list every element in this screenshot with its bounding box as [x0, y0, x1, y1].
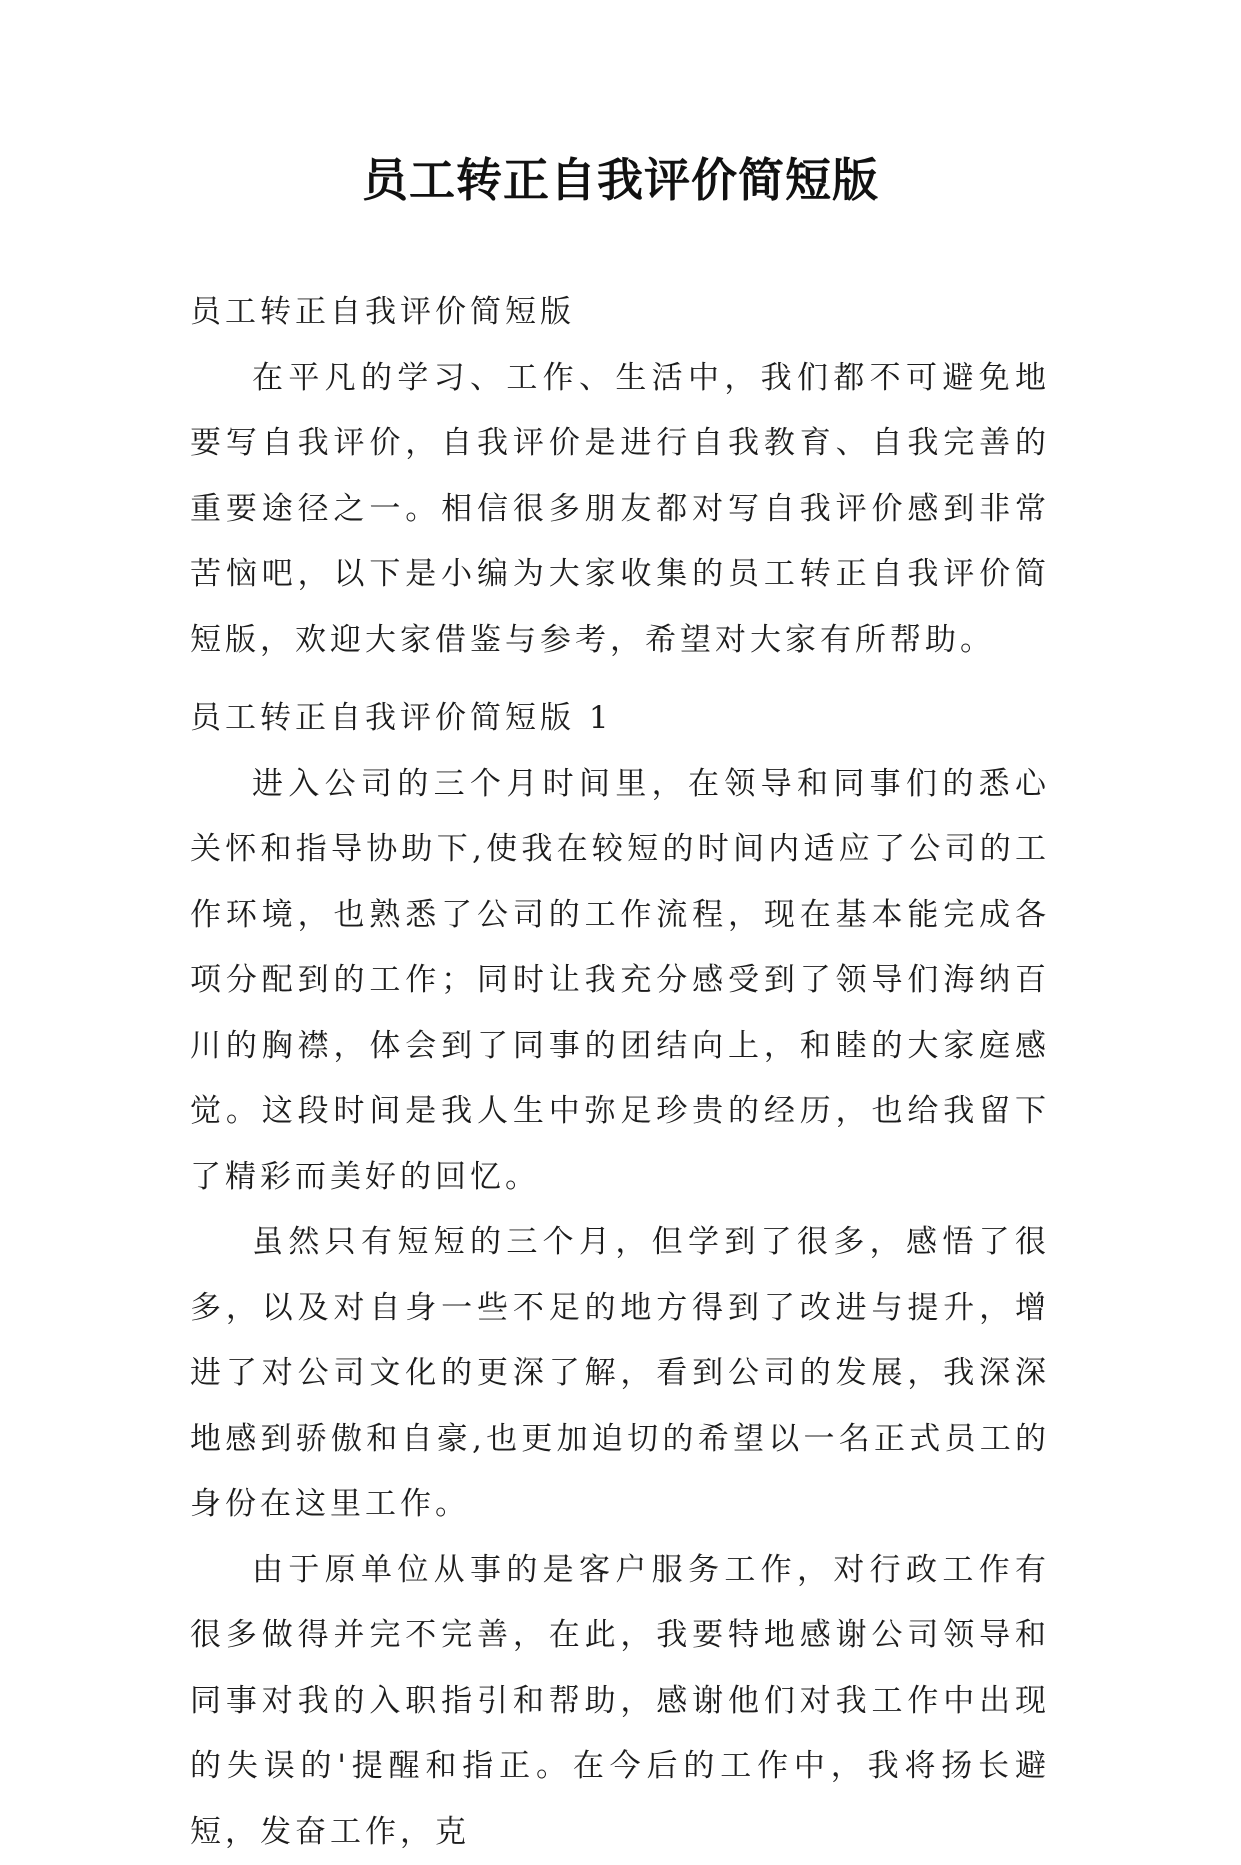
section-1-heading: 员工转正自我评价简短版 1 [190, 686, 1050, 752]
intro-heading: 员工转正自我评价简短版 [190, 280, 1050, 346]
section-1 [190, 686, 1050, 1865]
section-1-paragraph: 虽然只有短短的三个月，但学到了很多，感悟了很多，以及对自身一些不足的地方得到了改进与提升，增进了对公司文化的更深了解，看到公司的发展，我深深地感到骄傲和自豪,也更加迫切的希望以一名正式员工的身份在这里工作。 [190, 1210, 1050, 1538]
section-1-paragraph: 进入公司的三个月时间里，在领导和同事们的悉心关怀和指导协助下,使我在较短的时间内适应了公司的工作环境，也熟悉了公司的工作流程，现在基本能完成各项分配到的工作；同时让我充分感受到了领导们海纳百川的胸襟，体会到了同事的团结向上，和睦的大家庭感觉。这段时间是我人生中弥足珍贵的经历，也给我留下了精彩而美好的回忆。 [190, 752, 1050, 1211]
section-1-paragraph: 由于原单位从事的是客户服务工作，对行政工作有很多做得并完不完善，在此，我要特地感谢公司领导和同事对我的入职指引和帮助，感谢他们对我工作中出现的失误的'提醒和指正。在今后的工作中，我将扬长避短，发奋工作，克 [190, 1538, 1050, 1865]
document-title: 员工转正自我评价简短版 [0, 148, 1241, 212]
intro-paragraph: 在平凡的学习、工作、生活中，我们都不可避免地要写自我评价，自我评价是进行自我教育、自我完善的重要途径之一。相信很多朋友都对写自我评价感到非常苦恼吧，以下是小编为大家收集的员工转正自我评价简短版，欢迎大家借鉴与参考，希望对大家有所帮助。 [190, 346, 1050, 674]
intro-section [190, 280, 1050, 673]
